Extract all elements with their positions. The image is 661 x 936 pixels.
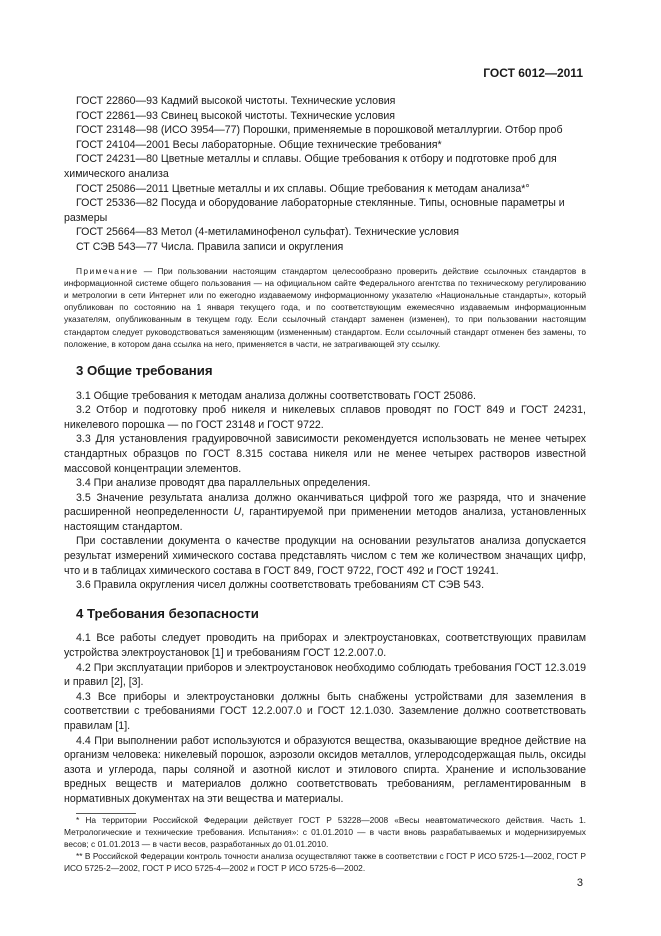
clause-3-2: 3.2 Отбор и подготовку проб никеля и никелевых сплавов проводят по ГОСТ 849 и ГОСТ 24231, никелевого порошка — по ГОСТ 23148 и ГОСТ 9722. (64, 404, 586, 431)
reference-item: ГОСТ 25086—2011 Цветные металлы и их сплавы. Общие требования к методам анализа*° (76, 182, 530, 195)
clause-4-3: 4.3 Все приборы и электроустановки должны быть снабжены устройствами для заземления в соответствии с требованиями ГОСТ 12.2.007.0 и ГОСТ 12.1.030. Заземление должно соответствовать правилам [1]. (64, 690, 586, 733)
reference-item: ГОСТ 23148—98 (ИСО 3954—77) Порошки, применяемые в порошковой металлургии. Отбор проб (76, 124, 563, 137)
reference-item: СТ СЭВ 543—77 Числа. Правила записи и округления (76, 240, 344, 253)
note-paragraph (64, 265, 586, 350)
clause-4-1: 4.1 Все работы следует проводить на приборах и электроустановках, соответствующих правилам устройства электроустановок [1] и требованиям ГОСТ 12.2.007.0. (64, 632, 586, 660)
reference-item: ГОСТ 22861—93 Свинец высокой чистоты. Технические условия (76, 109, 396, 122)
page-content (64, 94, 586, 875)
clause-3-6: 3.6 Правила округления чисел должны соответствовать требованиям СТ СЭВ 543. (76, 579, 485, 592)
uncertainty-symbol: U (233, 506, 242, 519)
reference-item: ГОСТ 25336—82 Посуда и оборудование лабораторные стеклянные. Типы, основные параметры и размеры (64, 197, 565, 224)
reference-item: ГОСТ 22860—93 Кадмий высокой чистоты. Технические условия (76, 95, 396, 107)
section-3-heading: 3 Общие требования (76, 362, 213, 378)
reference-item: ГОСТ 25664—83 Метол (4-метиламинофенол сульфат). Технические условия (76, 226, 460, 239)
clause-4-4: 4.4 При выполнении работ используются и образуются вещества, оказывающие вредное действие на организм человека: никелевый порошок, аэрозоли оксидов металлов, углеродсодержащая пыль, оксиды азота и углерода, пары соляной и азотной кислот и этилового спирта. Хранение и использование вредных веществ и материалов должно соответствовать требованиям, регламентированным в нормативных документах на эти вещества и материалы. (64, 734, 586, 805)
page-number: 3 (576, 877, 583, 889)
footnote-1: * На территории Российской Федерации действует ГОСТ Р 53228—2008 «Весы неавтоматического действия. Часть 1. Метрологические и технические требования. Испытания»: с 01.01.2010 — в части вновь разрабатываемых и модернизируемых весов; с 01.01.2013 — в части весов, разработанных до 01.01.2010. (64, 814, 586, 849)
note-text: — При пользовании настоящим стандартом целесообразно проверить действие ссылочных стандартов в информационной системе общего пользования — на официальном сайте Федерального агентства по техническому регулированию и метрологии в сети Интернет или по ежегодно издаваемому информационному указателю «Национальные стандарты», который опубликован по состоянию на 1 января текущего года, и по соответствующим ежемесячно издаваемым информационным указателям, опубликованным в текущем году. Если ссылочный стандарт заменен (изменен), то при пользовании настоящим стандартом следует руководствоваться заменяющим (измененным) стандартом. Если ссылочный стандарт отменен без замены, то положение, в котором дана ссылка на него, применяется в части, не затрагивающей эту ссылку. (64, 265, 586, 349)
clause-3-1: 3.1 Общие требования к методам анализа должны соответствовать ГОСТ 25086. (76, 389, 476, 402)
document-header: ГОСТ 6012—2011 (483, 66, 583, 80)
clause-3-5-text-a: 3.5 Значение результата анализа должно оканчиваться цифрой того же разряда, что и значение расширенной неопределенности (64, 491, 586, 519)
clause-3-5-text-b: , гарантируемой при применении методов анализа, установленных настоящим стандартом. (64, 506, 586, 533)
clause-3-5 (64, 491, 586, 535)
normative-references-list (64, 94, 586, 255)
reference-item: ГОСТ 24104—2001 Весы лабораторные. Общие технические требования* (76, 138, 442, 151)
section-4-heading: 4 Требования безопасности (76, 605, 259, 621)
footnote-2: ** В Российской Федерации контроль точности анализа осуществляют также в соответствии с ГОСТ Р ИСО 5725-1—2002, ГОСТ Р ИСО 5725-2—2002, ГОСТ Р ИСО 5725-4—2002 и ГОСТ Р ИСО 5725-6—2002. (64, 851, 586, 874)
clause-4-2: 4.2 При эксплуатации приборов и электроустановок необходимо соблюдать требования ГОСТ 12.3.019 и правил [2], [3]. (64, 661, 586, 689)
reference-item: ГОСТ 24231—80 Цветные металлы и сплавы. Общие требования к отбору и подготовке проб для химического анализа (64, 153, 557, 180)
clause-3-3: 3.3 Для установления градуировочной зависимости рекомендуется использовать не менее четырех стандартных образцов по ГОСТ 8.315 состава никеля или не менее четырех растворов известной массовой концентрации элементов. (64, 433, 586, 475)
clause-3-4: 3.4 При анализе проводят два параллельных определения. (76, 477, 371, 490)
clause-3-5-continued: При составлении документа о качестве продукции на основании результатов анализа допускается результат измерений химического состава представлять числом с тем же количеством значащих цифр, что и в таблицах химического состава в ГОСТ 849, ГОСТ 9722, ГОСТ 492 и ГОСТ 19241. (64, 535, 586, 577)
note-label: Примечание (76, 265, 139, 276)
